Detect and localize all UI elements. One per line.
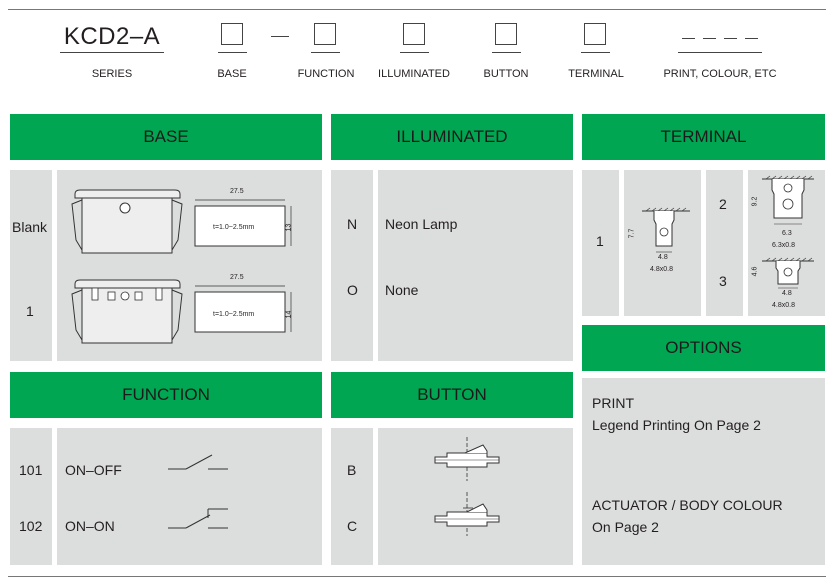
- spst-switch-symbol: [168, 452, 230, 474]
- options-colour-desc: On Page 2: [592, 519, 659, 535]
- base-code-blank: Blank: [12, 219, 48, 235]
- terminal-1-height-dim: 7.7: [628, 228, 636, 239]
- button-label: BUTTON: [483, 68, 529, 80]
- illuminated-label-neon: Neon Lamp: [385, 216, 458, 232]
- function-code-column: [10, 428, 52, 565]
- base-underline: [218, 52, 247, 53]
- base-title: BASE: [143, 127, 189, 146]
- illuminated-code-column: [331, 170, 373, 361]
- button-title: BUTTON: [417, 385, 487, 404]
- terminal-2-size: 6.3x0.8: [772, 242, 795, 249]
- base-1-thickness: t=1.0~2.5mm: [213, 311, 255, 318]
- terminal-code-3: 3: [719, 273, 727, 289]
- function-code-102: 102: [19, 518, 43, 534]
- function-title: FUNCTION: [122, 385, 210, 404]
- illuminated-section-header: [331, 114, 573, 160]
- terminal-1-width-dim: 4.8: [658, 254, 668, 261]
- print-colour-label: PRINT, COLOUR, ETC: [663, 68, 777, 80]
- print-dash-3: [724, 38, 737, 39]
- button-code-c: C: [347, 518, 358, 534]
- function-code-box: [314, 23, 336, 45]
- terminal-code-column-2: [706, 170, 743, 316]
- base-code-column: [10, 170, 52, 361]
- top-rule: [8, 9, 826, 10]
- terminal-title: TERMINAL: [660, 127, 747, 146]
- terminal-underline: [581, 52, 610, 53]
- options-section-header: [582, 325, 825, 371]
- base-1-width-dim: 27.5: [230, 274, 244, 281]
- illuminated-code-box: [403, 23, 425, 45]
- series-code: KCD2–A: [63, 23, 161, 50]
- illuminated-label-none: None: [385, 282, 419, 298]
- bottom-rule: [8, 576, 826, 577]
- button-c-rocker-drawing: [433, 492, 501, 536]
- function-underline: [311, 52, 340, 53]
- base-code-box: [221, 23, 243, 45]
- terminal-code-2: 2: [719, 196, 727, 212]
- button-b-rocker-drawing: [433, 437, 501, 481]
- print-underline: [678, 52, 762, 53]
- spdt-switch-symbol: [168, 506, 230, 532]
- options-print-desc: Legend Printing On Page 2: [592, 417, 761, 433]
- base-1-side-drawing: [70, 280, 185, 350]
- function-code-101: 101: [19, 462, 43, 478]
- illuminated-label-column: [378, 170, 573, 361]
- series-underline: [60, 52, 164, 53]
- illuminated-title: ILLUMINATED: [396, 127, 508, 146]
- print-dash-1: [682, 38, 695, 39]
- base-1-dimension-drawing: [195, 282, 297, 334]
- base-blank-width-dim: 27.5: [230, 188, 244, 195]
- print-dash-2: [703, 38, 716, 39]
- button-code-column: [331, 428, 373, 565]
- button-underline: [492, 52, 521, 53]
- terminal-label: TERMINAL: [568, 68, 624, 80]
- terminal-3-size: 4.8x0.8: [772, 302, 795, 309]
- illuminated-code-o: O: [347, 282, 358, 298]
- base-1-height-dim: 14: [285, 310, 293, 319]
- illuminated-label: ILLUMINATED: [378, 68, 450, 80]
- button-code-b: B: [347, 462, 357, 478]
- terminal-2-height-dim: 9.2: [751, 196, 759, 207]
- base-blank-thickness: t=1.0~2.5mm: [213, 224, 255, 231]
- print-dash-4: [745, 38, 758, 39]
- terminal-2-width-dim: 6.3: [782, 230, 792, 237]
- function-label-on-off: ON–OFF: [65, 462, 122, 478]
- terminal-section-header: [582, 114, 825, 160]
- options-print-title: PRINT: [592, 395, 634, 411]
- series-label: SERIES: [91, 68, 133, 80]
- button-section-header: [331, 372, 573, 418]
- terminal-2-drawing: [760, 176, 816, 234]
- terminal-code-1: 1: [596, 233, 604, 249]
- base-blank-side-drawing: [70, 190, 185, 260]
- base-label: BASE: [217, 68, 247, 80]
- options-title: OPTIONS: [665, 338, 742, 357]
- base-blank-dimension-drawing: [195, 196, 297, 248]
- options-colour-title: ACTUATOR / BODY COLOUR: [592, 497, 783, 513]
- terminal-3-width-dim: 4.8: [782, 290, 792, 297]
- function-label-on-on: ON–ON: [65, 518, 115, 534]
- terminal-1-size: 4.8x0.8: [650, 266, 673, 273]
- terminal-1-drawing: [636, 208, 692, 260]
- illuminated-code-n: N: [347, 216, 358, 232]
- button-code-box: [495, 23, 517, 45]
- base-code-1: 1: [26, 303, 34, 319]
- base-section-header: [10, 114, 322, 160]
- base-blank-height-dim: 13: [285, 223, 293, 232]
- separator-dash: [271, 36, 289, 37]
- illuminated-underline: [400, 52, 429, 53]
- function-label-column: [57, 428, 322, 565]
- function-label: FUNCTION: [297, 68, 355, 80]
- terminal-3-height-dim: 4.6: [751, 266, 759, 277]
- terminal-code-box: [584, 23, 606, 45]
- function-section-header: [10, 372, 322, 418]
